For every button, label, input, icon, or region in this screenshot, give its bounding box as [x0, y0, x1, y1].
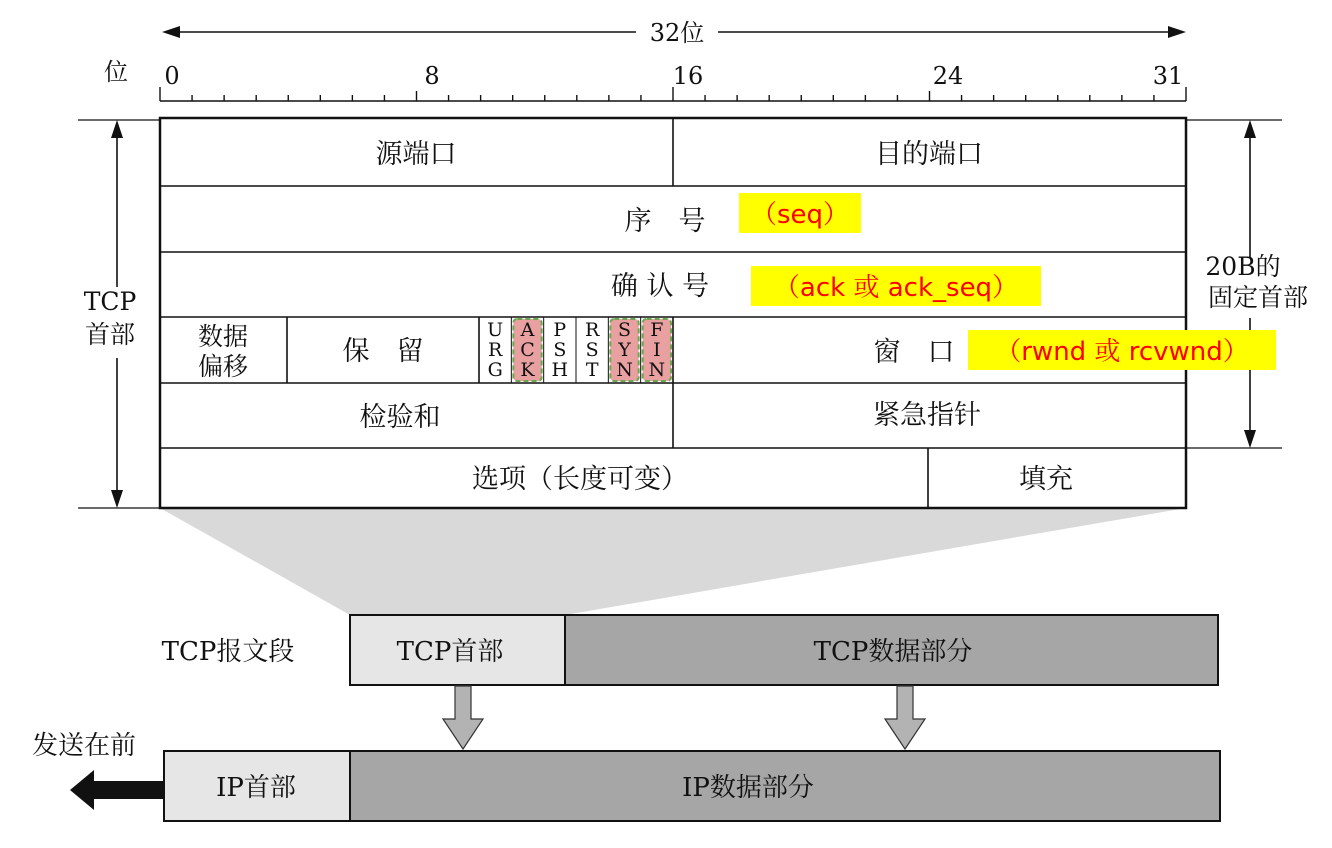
- flag-psh-letter: S: [553, 339, 567, 361]
- flag-rst-letter: S: [585, 339, 599, 361]
- tick-label-31: 31: [1152, 62, 1184, 90]
- tcp-segment-header-text: TCP首部: [396, 637, 504, 667]
- expand-funnel: [160, 508, 1186, 615]
- send-first-label: 发送在前: [31, 731, 137, 761]
- tick-label-24: 24: [932, 62, 964, 90]
- tcp-segment-label: TCP报文段: [161, 637, 295, 667]
- flag-psh-letter: P: [553, 319, 567, 341]
- flag-fin-letter: F: [650, 319, 664, 341]
- tick-label-0: 0: [164, 62, 180, 90]
- ip-header-text: IP首部: [216, 773, 296, 803]
- flag-urg-letter: U: [487, 319, 504, 341]
- flag-fin-letter: I: [653, 339, 661, 361]
- flag-urg-letter: R: [488, 339, 503, 361]
- ack-note: （ack 或 ack_seq）: [773, 273, 1019, 303]
- bit-label: 位: [104, 58, 128, 86]
- field-data-offset-line2: 偏移: [197, 352, 249, 381]
- field-padding: 填充: [1019, 464, 1073, 495]
- width-arrowhead-left: [162, 26, 180, 38]
- fixed-header-span: [1186, 120, 1308, 448]
- tick-label-16: 16: [672, 62, 704, 90]
- flag-psh-letter: H: [551, 359, 569, 381]
- flag-syn-letter: N: [616, 359, 633, 381]
- down-arrow-data-icon: [885, 686, 925, 749]
- flag-syn-letter: S: [617, 319, 632, 341]
- tcp-segment: [162, 615, 1218, 685]
- flag-urg-letter: G: [487, 359, 503, 381]
- width-arrowhead-right: [1168, 26, 1186, 38]
- fixed-label-line2: 固定首部: [1207, 283, 1309, 312]
- field-sequence-number: 序 号: [624, 206, 706, 237]
- flag-syn-letter: Y: [618, 339, 631, 361]
- flag-ack-letter: C: [520, 339, 535, 361]
- flag-ack-letter: A: [520, 319, 535, 341]
- seq-note: （seq）: [750, 200, 850, 230]
- field-options: 选项（长度可变）: [472, 464, 688, 495]
- field-ack-number: 确 认 号: [610, 271, 710, 302]
- ip-packet: [32, 731, 1220, 821]
- width-label: 32位: [649, 19, 705, 47]
- field-data-offset-line1: 数据: [197, 322, 249, 351]
- field-source-port: 源端口: [375, 139, 457, 170]
- send-direction-arrow-icon: [70, 770, 164, 810]
- tcp-header-label-line2: 首部: [84, 320, 136, 349]
- fixed-label-line1: 20B的: [1205, 252, 1281, 281]
- field-reserved: 保 留: [342, 336, 424, 367]
- window-note: （rwnd 或 rcvwnd）: [995, 337, 1249, 367]
- tcp-header-label-line1: TCP: [83, 287, 137, 316]
- field-checksum: 检验和: [359, 402, 441, 433]
- tcp-header-span: [78, 120, 160, 508]
- flag-rst-letter: R: [585, 319, 600, 341]
- tcp-segment-data-text: TCP数据部分: [813, 637, 973, 667]
- flag-ack-letter: K: [520, 359, 535, 381]
- field-window: 窗 口: [873, 337, 955, 368]
- flag-fin-letter: N: [648, 359, 666, 381]
- field-urgent-pointer: 紧急指针: [873, 400, 981, 431]
- ip-data-text: IP数据部分: [682, 773, 814, 803]
- flag-bits: [487, 317, 671, 383]
- bit-ruler: [104, 19, 1186, 101]
- down-arrow-header-icon: [443, 686, 483, 749]
- flag-rst-letter: T: [585, 359, 599, 381]
- tick-label-8: 8: [424, 62, 440, 90]
- header-table: [160, 118, 1276, 508]
- field-destination-port: 目的端口: [875, 139, 983, 170]
